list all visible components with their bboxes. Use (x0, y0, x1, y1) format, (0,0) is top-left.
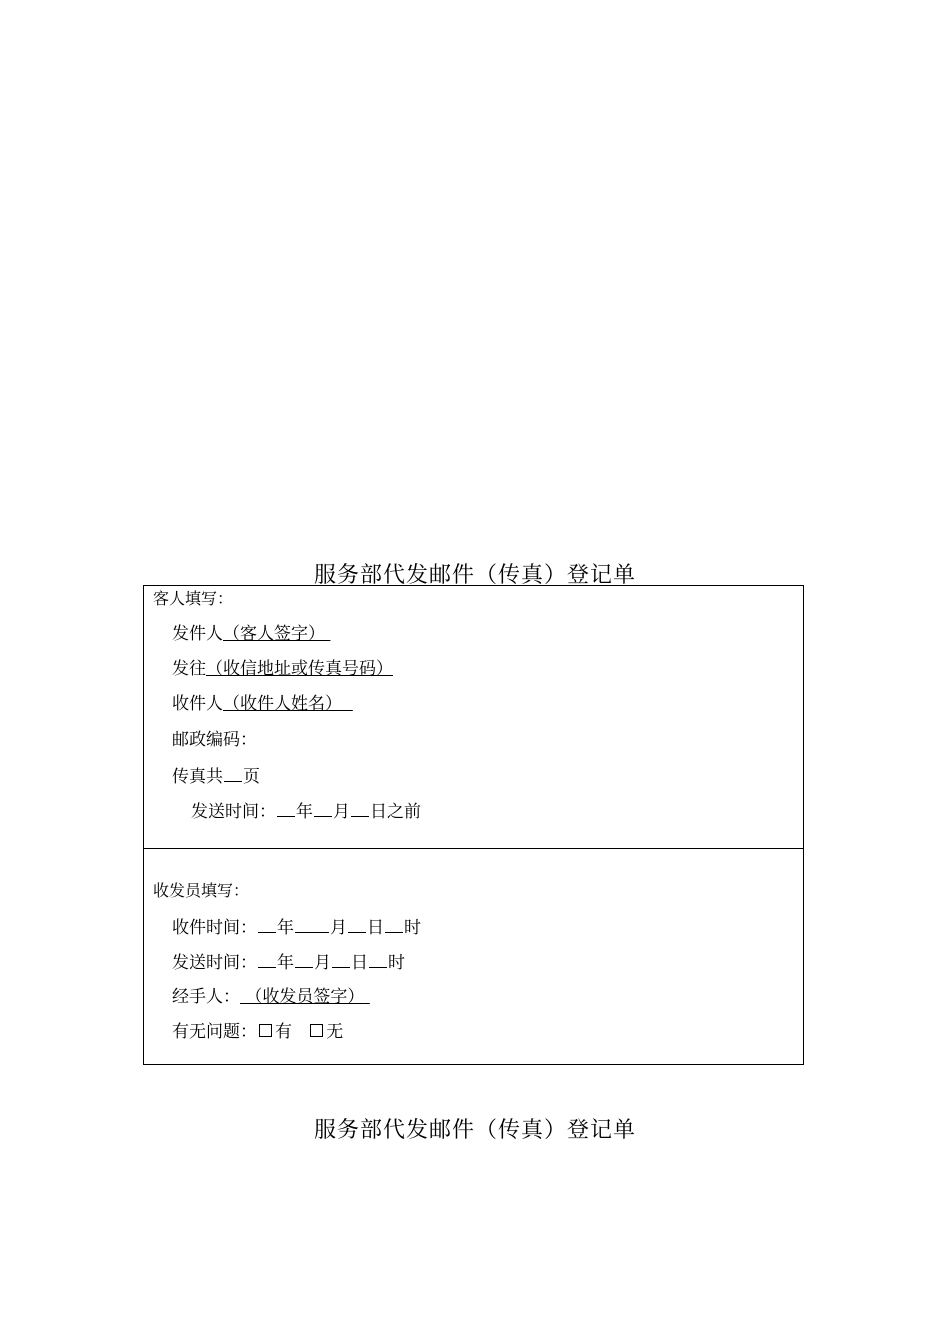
send-year-field[interactable] (258, 950, 276, 968)
sender-row (172, 623, 330, 645)
no-checkbox[interactable] (310, 1024, 323, 1037)
day-label: 日 (351, 953, 368, 973)
fax-pages-row (172, 764, 260, 788)
fax-pages-suffix: 页 (243, 767, 260, 787)
fax-pages-prefix: 传真共 (172, 767, 223, 787)
handler-field[interactable]: （收发员签字） (245, 987, 365, 1007)
no-label: 无 (326, 1022, 344, 1042)
fax-pages-field[interactable] (224, 764, 242, 782)
send-hour-field[interactable] (369, 950, 387, 968)
destination-label: 发往 (172, 659, 206, 679)
day-label: 日 (367, 918, 384, 938)
postcode-label: 邮政编码： (172, 730, 257, 750)
sender-field[interactable]: （客人签字） (223, 624, 325, 644)
handler-row (172, 986, 370, 1008)
receive-month-field[interactable] (295, 915, 329, 933)
registration-form (143, 585, 804, 1065)
receive-time-label: 收件时间： (172, 918, 257, 938)
handler-label: 经手人： (172, 987, 240, 1007)
receive-day-field[interactable] (348, 915, 366, 933)
send-time-label: 发送时间： (191, 802, 276, 822)
destination-field[interactable]: （收信地址或传真号码） (206, 659, 393, 679)
yes-label: 有 (275, 1022, 292, 1042)
recipient-label: 收件人 (172, 694, 223, 714)
send-day-field[interactable] (332, 950, 350, 968)
section-divider (144, 848, 803, 849)
month-label: 月 (314, 953, 331, 973)
clerk-send-time-row (172, 950, 405, 974)
problem-label: 有无问题： (172, 1022, 257, 1042)
day-before-label: 日之前 (370, 802, 421, 822)
year-label: 年 (277, 953, 294, 973)
recipient-row (172, 693, 353, 715)
form-title-repeat: 服务部代发邮件（传真）登记单 (313, 1118, 636, 1143)
customer-send-time-row (191, 799, 421, 823)
year-label: 年 (277, 918, 294, 938)
form-title: 服务部代发邮件（传真）登记单 (313, 563, 636, 588)
clerk-section-heading: 收发员填写： (153, 881, 250, 900)
hour-label: 时 (388, 953, 405, 973)
hour-label: 时 (404, 918, 421, 938)
yes-checkbox[interactable] (259, 1024, 272, 1037)
receive-hour-field[interactable] (385, 915, 403, 933)
customer-section-heading: 客人填写： (153, 589, 234, 608)
month-label: 月 (330, 918, 347, 938)
year-label: 年 (296, 802, 313, 822)
receive-year-field[interactable] (258, 915, 276, 933)
month-field[interactable] (314, 799, 332, 817)
day-field[interactable] (351, 799, 369, 817)
send-time-label: 发送时间： (172, 953, 257, 973)
year-field[interactable] (277, 799, 295, 817)
sender-label: 发件人 (172, 624, 223, 644)
send-month-field[interactable] (295, 950, 313, 968)
receive-time-row (172, 915, 421, 939)
problem-row (172, 1021, 343, 1043)
destination-row (172, 658, 393, 680)
month-label: 月 (333, 802, 350, 822)
recipient-field[interactable]: （收件人姓名） (223, 694, 342, 714)
